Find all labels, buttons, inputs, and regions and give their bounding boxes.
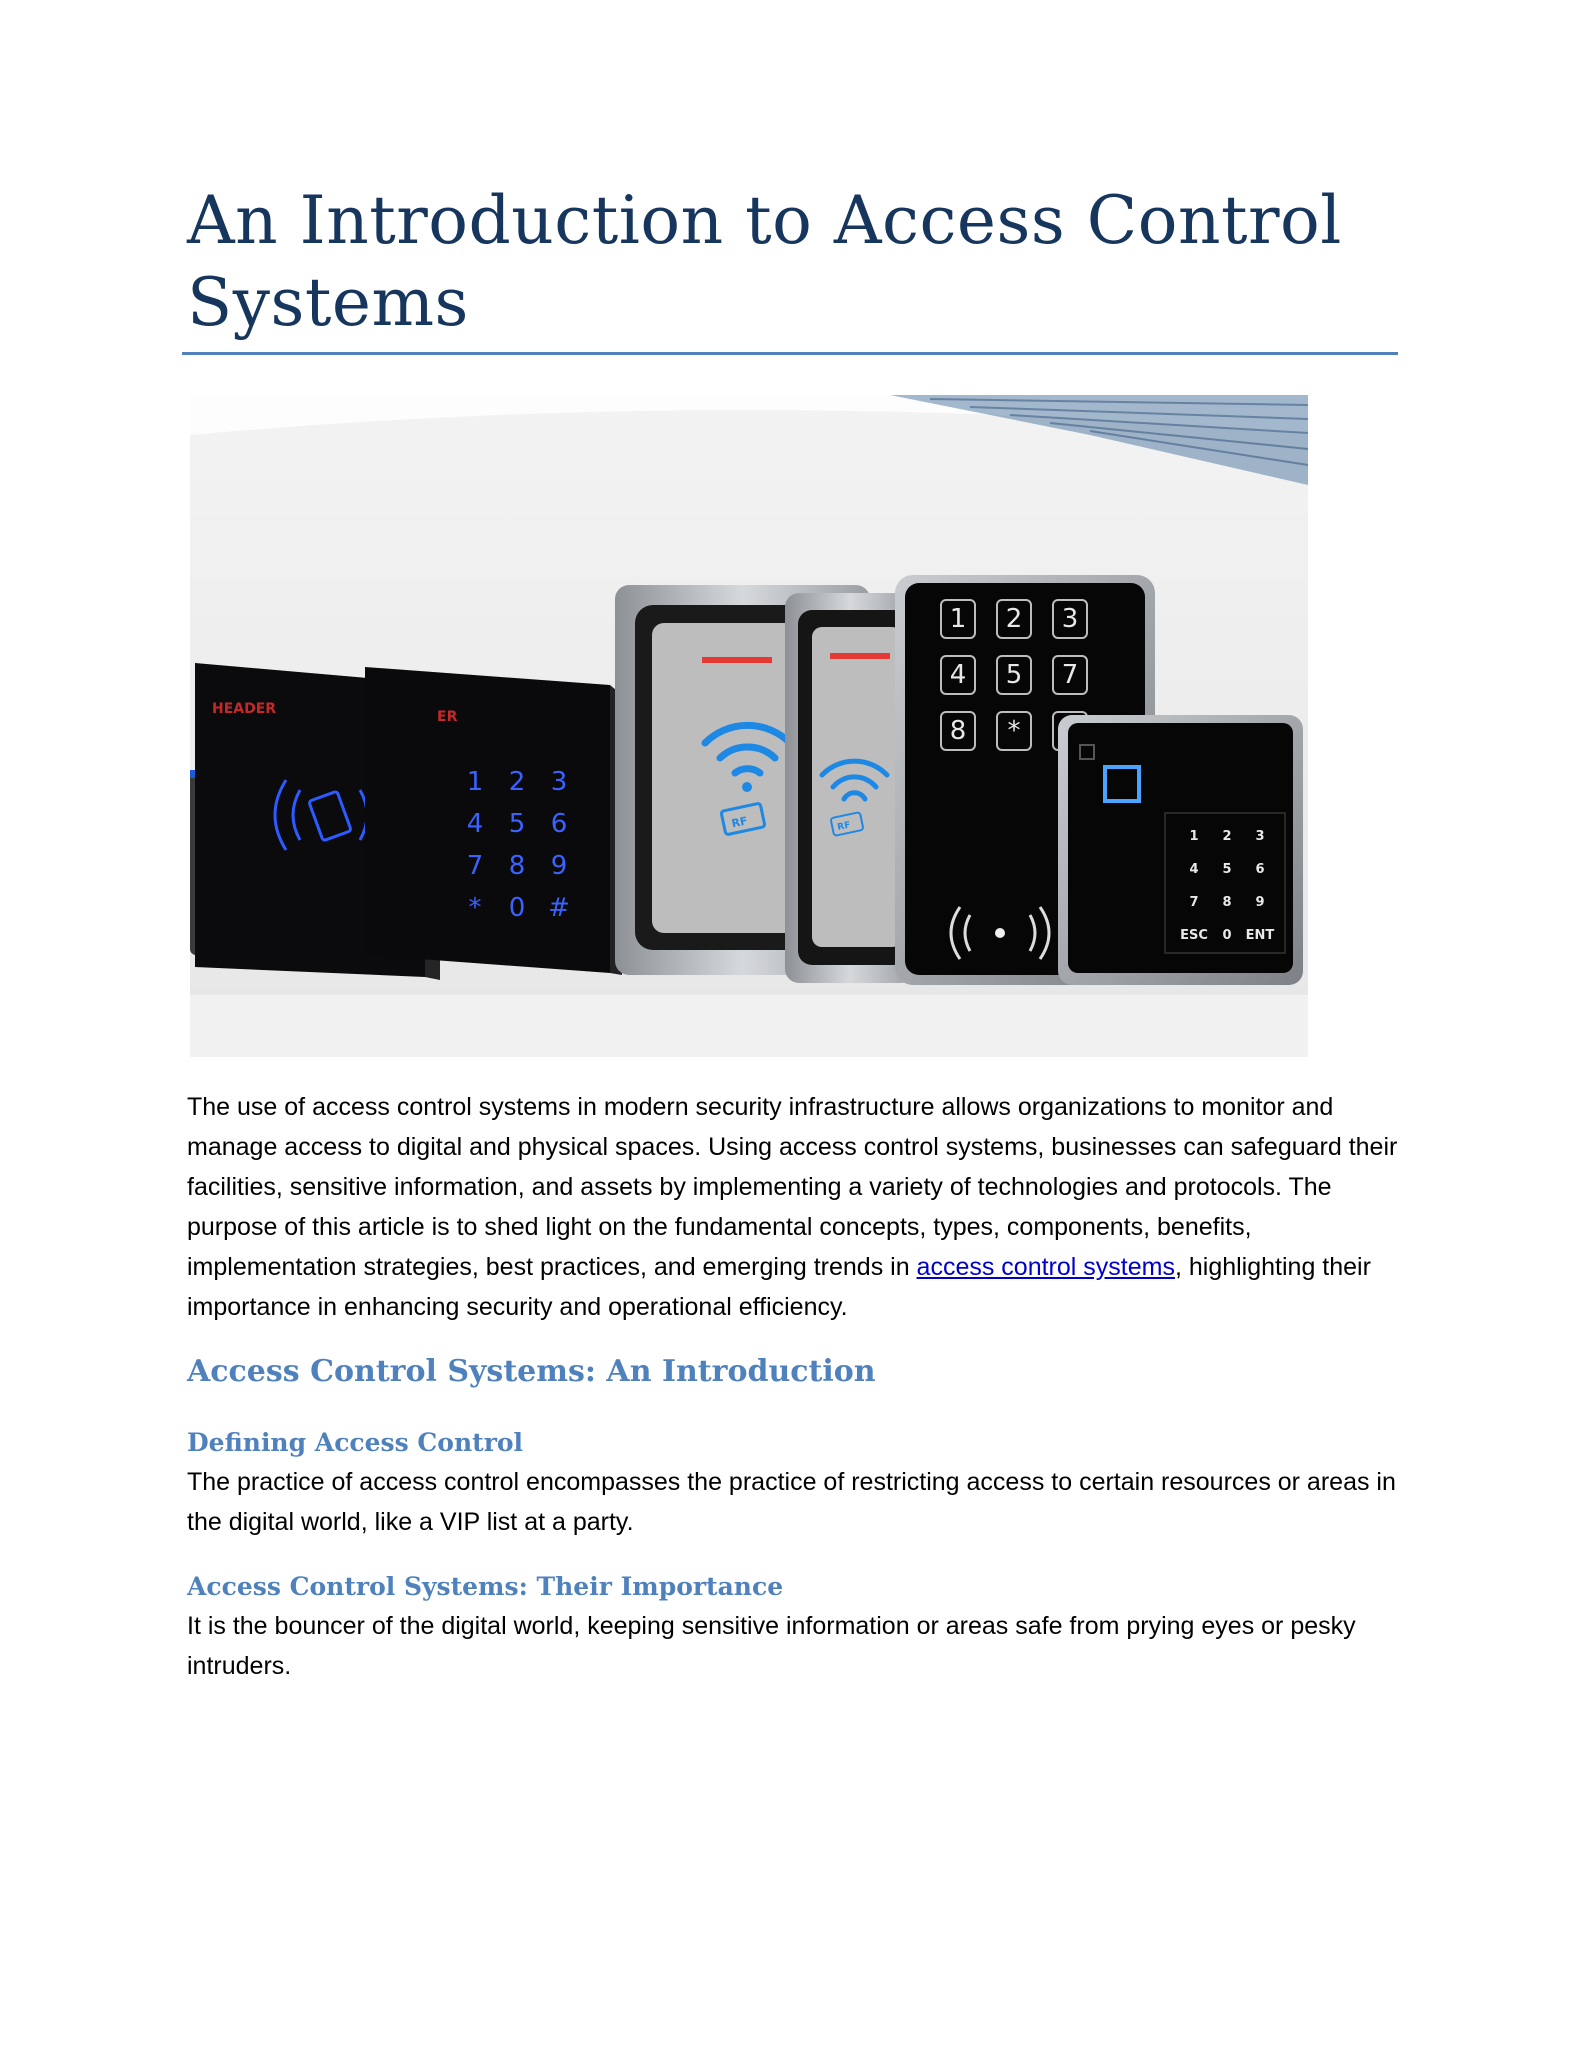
keypad-key: 7 xyxy=(466,851,484,881)
keypad-key: 0 xyxy=(1222,928,1232,943)
keypad-key: 1 xyxy=(466,767,484,797)
rf-badge: RF xyxy=(730,814,749,831)
subsection-text-defining: The practice of access control encompasses the practice of restricting access to certain resources or areas in the digital world, like a VIP list at a party. xyxy=(187,1468,1396,1536)
keypad-key: 5 xyxy=(1005,660,1023,690)
intro-text-1: The use of access control systems in modern security infrastructure allows organizations to monitor and manage access to digital and physical spaces. Using access control systems, businesses can safeguard their facilities, sensitive information, and assets by implementing a variety of technologies and protocols. The purpose of this article is to shed light on the fundamental concepts, types, components, benefits, implementation strategies, best practices, and emerging trends in xyxy=(187,1093,1398,1281)
keypad-key: 0 xyxy=(508,893,526,923)
keypad-key: 8 xyxy=(949,716,967,746)
keypad-key: 1 xyxy=(949,604,967,634)
keypad-key: ENT xyxy=(1245,928,1275,943)
subsection-heading-importance: Access Control Systems: Their Importance xyxy=(187,1572,784,1601)
keypad-key: 5 xyxy=(508,809,526,839)
keypad-key: 2 xyxy=(508,767,526,797)
keypad-key: 4 xyxy=(1189,862,1199,877)
keypad-key: 2 xyxy=(1005,604,1023,634)
reader-brand-label: HEADER xyxy=(212,701,277,717)
subsection-text-importance: It is the bouncer of the digital world, keeping sensitive information or areas safe from prying eyes or pesky intruders. xyxy=(187,1612,1356,1680)
keypad-key: * xyxy=(1007,716,1021,746)
document-title: An Introduction to Access Control Systems xyxy=(187,182,1342,341)
access-control-devices-illustration xyxy=(190,395,1308,1057)
keypad-reader-dark xyxy=(365,667,622,975)
keypad-reader-square xyxy=(1058,715,1303,985)
keypad-key: 9 xyxy=(550,851,568,881)
keypad-key: 6 xyxy=(550,809,568,839)
intro-paragraph xyxy=(187,1087,1402,1327)
hero-image xyxy=(190,395,1308,1057)
keypad-key: # xyxy=(548,893,570,923)
keypad-key: 3 xyxy=(1061,604,1079,634)
rf-badge-2: RF xyxy=(836,820,852,833)
keypad-key: 9 xyxy=(1255,895,1265,910)
title-underline-rule xyxy=(182,352,1398,355)
reader-brand-label-2: ER xyxy=(437,709,458,725)
section-heading: Access Control Systems: An Introduction xyxy=(187,1354,876,1389)
keypad-key: 8 xyxy=(1222,895,1232,910)
keypad-key: 7 xyxy=(1061,660,1079,690)
keypad-key: * xyxy=(468,893,482,923)
keypad-key: 7 xyxy=(1189,895,1199,910)
keypad-key: 4 xyxy=(466,809,484,839)
keypad-key: 6 xyxy=(1255,862,1265,877)
keypad-key: ESC xyxy=(1180,928,1208,943)
keypad-key: 3 xyxy=(550,767,568,797)
subsection-heading-defining: Defining Access Control xyxy=(187,1428,524,1457)
keypad-key: 3 xyxy=(1255,829,1265,844)
keypad-key: 8 xyxy=(508,851,526,881)
keypad-key: 2 xyxy=(1222,829,1232,844)
access-control-systems-link[interactable]: access control systems xyxy=(916,1253,1175,1281)
keypad-key: 1 xyxy=(1189,829,1199,844)
keypad-key: 5 xyxy=(1222,862,1232,877)
keypad-key: 4 xyxy=(949,660,967,690)
intro-text-2: , highlighting their importance in enhancing security and operational efficiency. xyxy=(187,1253,1371,1321)
